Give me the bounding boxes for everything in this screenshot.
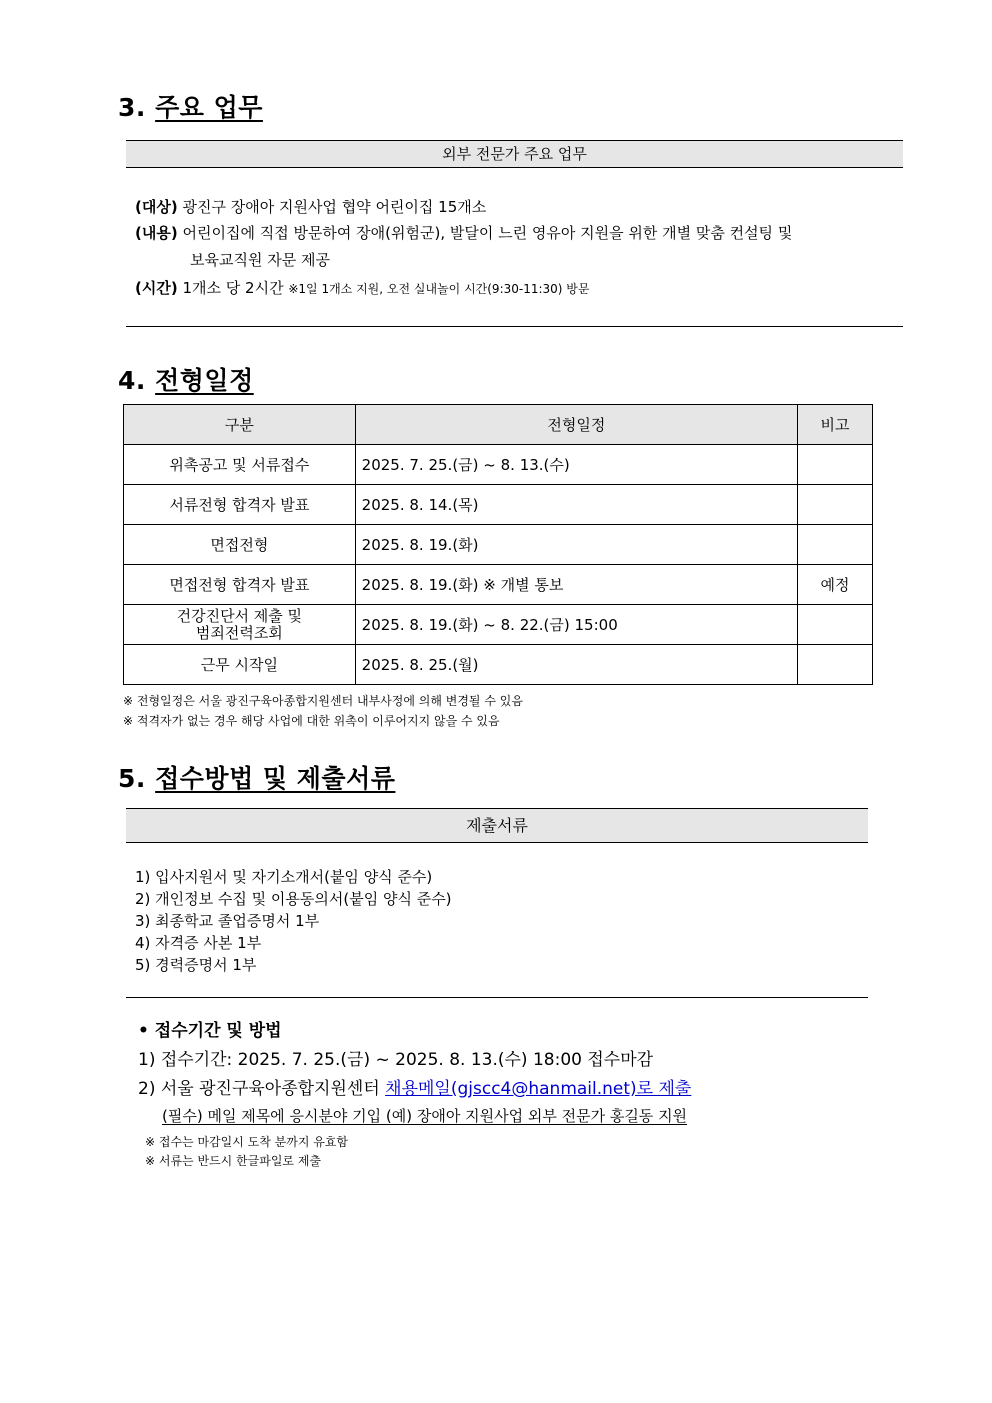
table-row: [124, 565, 873, 605]
documents-box-title: 제출서류: [126, 808, 868, 843]
doc-item: 4) 자격증 사본 1부: [135, 934, 262, 952]
row-note: 예정: [798, 565, 873, 605]
row-date: 2025. 8. 25.(월): [355, 645, 797, 685]
row-category: [124, 605, 356, 645]
row-category: 근무 시작일: [124, 645, 356, 685]
section-title: 접수방법 및 제출서류: [155, 764, 396, 793]
row-category: 서류전형 합격자 발표: [124, 485, 356, 525]
bullet-icon: •: [138, 1021, 149, 1041]
section-number: 3.: [118, 93, 146, 122]
content-text: 어린이집에 직접 방문하여 장애(위험군), 발달이 느린 영유아 지원을 위한 개별 맞춤 컨설팅 및: [182, 224, 793, 242]
table-row: [124, 485, 873, 525]
row-category-line2: 범죄전력조회: [195, 623, 283, 642]
doc-item: 3) 최종학교 졸업증명서 1부: [135, 912, 320, 930]
divider: [126, 997, 868, 998]
header-category: 구분: [124, 405, 356, 445]
table-header-row: [124, 405, 873, 445]
row-category: 면접전형 합격자 발표: [124, 565, 356, 605]
table-row: [124, 445, 873, 485]
application-method: [138, 1074, 691, 1099]
schedule-table: [123, 404, 873, 685]
row-category-line1: 건강진단서 제출 및: [176, 606, 303, 625]
row-note: [798, 525, 873, 565]
target-label: (대상): [135, 198, 178, 216]
section-number: 4.: [118, 366, 146, 395]
header-schedule: 전형일정: [355, 405, 797, 445]
row-date: 2025. 8. 14.(목): [355, 485, 797, 525]
target-text: 광진구 장애아 지원사업 협약 어린이집 15개소: [182, 198, 487, 216]
content-label: (내용): [135, 224, 178, 242]
time-text: 1개소 당 2시간: [182, 279, 284, 297]
application-title: 접수기간 및 방법: [154, 1021, 282, 1041]
row-note: [798, 445, 873, 485]
row-category: 위촉공고 및 서류접수: [124, 445, 356, 485]
time-line: [135, 277, 589, 298]
email-link[interactable]: 채용메일(gjscc4@hanmail.net)로 제출: [385, 1079, 692, 1099]
section-number: 5.: [118, 764, 146, 793]
section-title: 주요 업무: [155, 93, 263, 122]
section-5-heading: [118, 759, 395, 795]
section-3-heading: [118, 88, 263, 124]
doc-item: 2) 개인정보 수집 및 이용동의서(붙임 양식 준수): [135, 890, 452, 908]
application-bullet: [138, 1016, 282, 1041]
target-line: [135, 196, 486, 217]
application-period: 1) 접수기간: 2025. 7. 25.(금) ~ 2025. 8. 13.(수) 18:00 접수마감: [138, 1050, 654, 1070]
time-note: ※1일 1개소 지원, 오전 실내놀이 시간(9:30-11:30) 방문: [288, 282, 590, 296]
schedule-note-2: ※ 적격자가 없는 경우 해당 사업에 대한 위촉이 이루어지지 않을 수 있음: [123, 714, 500, 728]
method-prefix: 2) 서울 광진구육아종합지원센터: [138, 1079, 380, 1099]
row-date: 2025. 8. 19.(화) ~ 8. 22.(금) 15:00: [355, 605, 797, 645]
row-note: [798, 605, 873, 645]
application-note-2: ※ 서류는 반드시 한글파일로 제출: [145, 1154, 322, 1168]
table-row: [124, 525, 873, 565]
row-date: 2025. 8. 19.(화): [355, 525, 797, 565]
time-label: (시간): [135, 279, 178, 297]
header-remarks: 비고: [798, 405, 873, 445]
duty-box-title: 외부 전문가 주요 업무: [126, 140, 903, 168]
row-date: 2025. 8. 19.(화) ※ 개별 통보: [355, 565, 797, 605]
doc-item: 5) 경력증명서 1부: [135, 956, 257, 974]
section-title: 전형일정: [155, 366, 254, 395]
table-row: [124, 645, 873, 685]
row-date: 2025. 7. 25.(금) ~ 8. 13.(수): [355, 445, 797, 485]
row-note: [798, 645, 873, 685]
divider: [126, 326, 903, 327]
required-note: (필수) 메일 제목에 응시분야 기입 (예) 장애아 지원사업 외부 전문가 홍길동 지원: [162, 1107, 688, 1125]
content-text-cont: 보육교직원 자문 제공: [190, 251, 330, 269]
section-4-heading: [118, 361, 254, 397]
schedule-note-1: ※ 전형일정은 서울 광진구육아종합지원센터 내부사정에 의해 변경될 수 있음: [123, 694, 523, 708]
table-row: [124, 605, 873, 645]
row-note: [798, 485, 873, 525]
content-line: [135, 222, 792, 243]
doc-item: 1) 입사지원서 및 자기소개서(붙임 양식 준수): [135, 868, 433, 886]
row-category: 면접전형: [124, 525, 356, 565]
application-note-1: ※ 접수는 마감일시 도착 분까지 유효함: [145, 1135, 349, 1149]
